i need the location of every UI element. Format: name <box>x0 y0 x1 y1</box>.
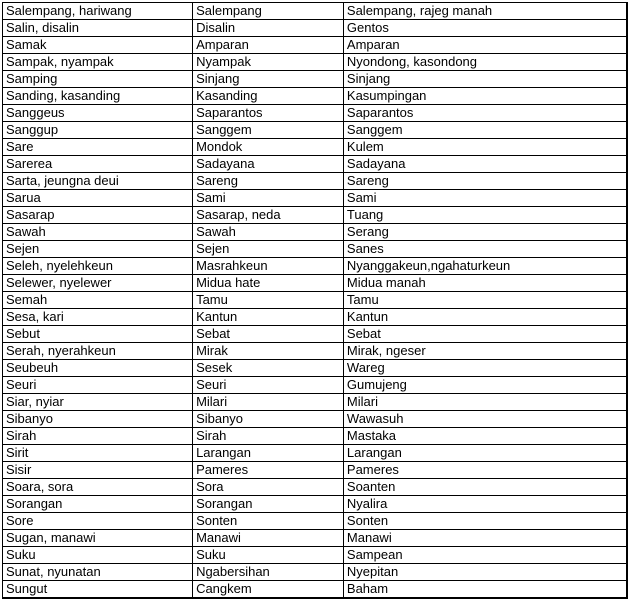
table-row <box>3 207 628 224</box>
sedeng-cell: Sami <box>193 190 344 207</box>
table-row <box>3 479 628 496</box>
loma-cell: Sirah <box>3 428 193 445</box>
sedeng-cell: Nyampak <box>193 54 344 71</box>
lemes-cell: Larangan <box>343 445 627 462</box>
table-row <box>3 54 628 71</box>
lemes-cell: Serang <box>343 224 627 241</box>
sedeng-cell: Cangkem <box>193 581 344 599</box>
sedeng-cell: Sonten <box>193 513 344 530</box>
lemes-cell: Kulem <box>343 139 627 156</box>
table-row <box>3 530 628 547</box>
sedeng-cell: Masrahkeun <box>193 258 344 275</box>
loma-cell: Serah, nyerahkeun <box>3 343 193 360</box>
sedeng-cell: Sebat <box>193 326 344 343</box>
loma-cell: Siar, nyiar <box>3 394 193 411</box>
table-row <box>3 88 628 105</box>
lemes-cell: Soanten <box>343 479 627 496</box>
table-row <box>3 377 628 394</box>
table-row <box>3 343 628 360</box>
table-row <box>3 564 628 581</box>
lemes-cell: Sampean <box>343 547 627 564</box>
loma-cell: Sore <box>3 513 193 530</box>
sedeng-cell: Kantun <box>193 309 344 326</box>
table-row <box>3 173 628 190</box>
lemes-cell: Kantun <box>343 309 627 326</box>
sedeng-cell: Midua hate <box>193 275 344 292</box>
sedeng-cell: Ngabersihan <box>193 564 344 581</box>
loma-cell: Sasarap <box>3 207 193 224</box>
lemes-cell: Sareng <box>343 173 627 190</box>
lemes-cell: Sinjang <box>343 71 627 88</box>
lemes-cell: Salempang, rajeg manah <box>343 3 627 20</box>
sedeng-cell: Kasanding <box>193 88 344 105</box>
sedeng-cell: Sora <box>193 479 344 496</box>
lemes-cell: Saparantos <box>343 105 627 122</box>
loma-cell: Sesa, kari <box>3 309 193 326</box>
lemes-cell: Nyepitan <box>343 564 627 581</box>
lemes-cell: Nyondong, kasondong <box>343 54 627 71</box>
table-row <box>3 224 628 241</box>
table-row <box>3 581 628 599</box>
sedeng-cell: Sasarap, neda <box>193 207 344 224</box>
sedeng-cell: Mondok <box>193 139 344 156</box>
loma-cell: Selewer, nyelewer <box>3 275 193 292</box>
loma-cell: Seleh, nyelehkeun <box>3 258 193 275</box>
sedeng-cell: Sesek <box>193 360 344 377</box>
loma-cell: Sawah <box>3 224 193 241</box>
loma-cell: Sirit <box>3 445 193 462</box>
loma-cell: Sarerea <box>3 156 193 173</box>
sedeng-cell: Saparantos <box>193 105 344 122</box>
table-row <box>3 326 628 343</box>
table-row <box>3 513 628 530</box>
loma-cell: Sare <box>3 139 193 156</box>
table-row <box>3 462 628 479</box>
table-row <box>3 156 628 173</box>
lemes-cell: Manawi <box>343 530 627 547</box>
table-row <box>3 190 628 207</box>
sedeng-cell: Suku <box>193 547 344 564</box>
loma-cell: Semah <box>3 292 193 309</box>
loma-cell: Salempang, hariwang <box>3 3 193 20</box>
loma-cell: Sugan, manawi <box>3 530 193 547</box>
sedeng-cell: Sanggem <box>193 122 344 139</box>
sedeng-cell: Salempang <box>193 3 344 20</box>
lemes-cell: Nyalira <box>343 496 627 513</box>
sedeng-cell: Sinjang <box>193 71 344 88</box>
lemes-cell: Baham <box>343 581 627 599</box>
loma-cell: Sarua <box>3 190 193 207</box>
table-row <box>3 309 628 326</box>
table-row <box>3 428 628 445</box>
loma-cell: Seuri <box>3 377 193 394</box>
loma-cell: Samak <box>3 37 193 54</box>
loma-cell: Sibanyo <box>3 411 193 428</box>
table-row <box>3 496 628 513</box>
sedeng-cell: Disalin <box>193 20 344 37</box>
sedeng-cell: Sejen <box>193 241 344 258</box>
loma-cell: Sanggeus <box>3 105 193 122</box>
lemes-cell: Milari <box>343 394 627 411</box>
loma-cell: Salin, disalin <box>3 20 193 37</box>
lemes-cell: Wawasuh <box>343 411 627 428</box>
lemes-cell: Tamu <box>343 292 627 309</box>
table-row <box>3 258 628 275</box>
loma-cell: Sunat, nyunatan <box>3 564 193 581</box>
sedeng-cell: Sawah <box>193 224 344 241</box>
table-row <box>3 445 628 462</box>
table-row <box>3 275 628 292</box>
lemes-cell: Kasumpingan <box>343 88 627 105</box>
sedeng-cell: Pameres <box>193 462 344 479</box>
loma-cell: Sanding, kasanding <box>3 88 193 105</box>
sedeng-cell: Sadayana <box>193 156 344 173</box>
sedeng-cell: Milari <box>193 394 344 411</box>
word-table <box>2 2 628 599</box>
lemes-cell: Wareg <box>343 360 627 377</box>
loma-cell: Sejen <box>3 241 193 258</box>
lemes-cell: Sami <box>343 190 627 207</box>
sedeng-cell: Sirah <box>193 428 344 445</box>
sedeng-cell: Sorangan <box>193 496 344 513</box>
table-row <box>3 20 628 37</box>
table-row <box>3 139 628 156</box>
table-row <box>3 547 628 564</box>
sedeng-cell: Sareng <box>193 173 344 190</box>
sedeng-cell: Seuri <box>193 377 344 394</box>
lemes-cell: Nyanggakeun,ngahaturkeun <box>343 258 627 275</box>
sedeng-cell: Larangan <box>193 445 344 462</box>
lemes-cell: Pameres <box>343 462 627 479</box>
lemes-cell: Tuang <box>343 207 627 224</box>
loma-cell: Suku <box>3 547 193 564</box>
loma-cell: Soara, sora <box>3 479 193 496</box>
table-body <box>3 3 628 599</box>
lemes-cell: Sadayana <box>343 156 627 173</box>
lemes-cell: Midua manah <box>343 275 627 292</box>
loma-cell: Sebut <box>3 326 193 343</box>
lemes-cell: Mirak, ngeser <box>343 343 627 360</box>
sedeng-cell: Sibanyo <box>193 411 344 428</box>
table-row <box>3 411 628 428</box>
table-row <box>3 360 628 377</box>
lemes-cell: Gentos <box>343 20 627 37</box>
table-row <box>3 71 628 88</box>
table-row <box>3 105 628 122</box>
lemes-cell: Amparan <box>343 37 627 54</box>
loma-cell: Sorangan <box>3 496 193 513</box>
loma-cell: Samping <box>3 71 193 88</box>
sedeng-cell: Tamu <box>193 292 344 309</box>
table-row <box>3 122 628 139</box>
loma-cell: Sarta, jeungna deui <box>3 173 193 190</box>
lemes-cell: Sanes <box>343 241 627 258</box>
loma-cell: Seubeuh <box>3 360 193 377</box>
lemes-cell: Gumujeng <box>343 377 627 394</box>
loma-cell: Sisir <box>3 462 193 479</box>
lemes-cell: Sonten <box>343 513 627 530</box>
sedeng-cell: Mirak <box>193 343 344 360</box>
loma-cell: Sanggup <box>3 122 193 139</box>
table-row <box>3 292 628 309</box>
table-row <box>3 241 628 258</box>
lemes-cell: Mastaka <box>343 428 627 445</box>
loma-cell: Sungut <box>3 581 193 599</box>
table-row <box>3 37 628 54</box>
sedeng-cell: Amparan <box>193 37 344 54</box>
table-row <box>3 394 628 411</box>
lemes-cell: Sanggem <box>343 122 627 139</box>
lemes-cell: Sebat <box>343 326 627 343</box>
loma-cell: Sampak, nyampak <box>3 54 193 71</box>
table-row <box>3 3 628 20</box>
sedeng-cell: Manawi <box>193 530 344 547</box>
